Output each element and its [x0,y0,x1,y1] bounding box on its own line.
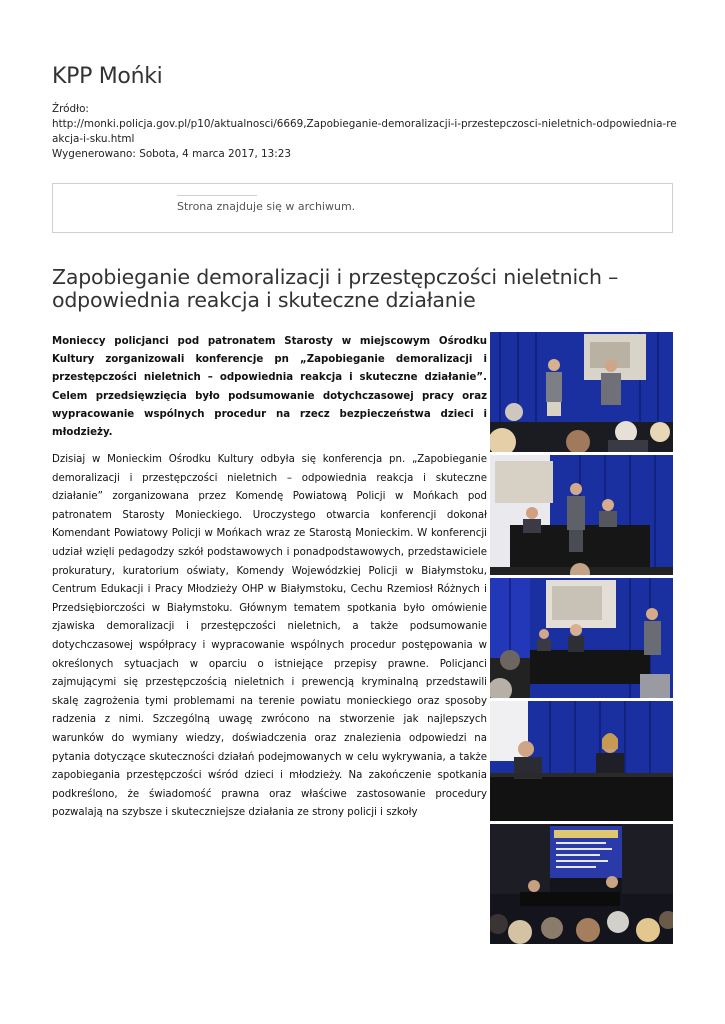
gallery-photo[interactable] [490,701,673,821]
archive-divider [177,195,257,196]
site-title: KPP Mońki [52,64,163,89]
archive-note: Strona znajduje się w archiwum. [177,200,356,213]
conference-photo-lecture [490,578,673,698]
conference-photo-speakers [490,332,673,452]
archive-notice-box [52,183,673,233]
conference-photo-audience [490,824,673,944]
gallery-photo[interactable] [490,455,673,575]
conference-photo-panel [490,455,673,575]
gallery-photo[interactable] [490,578,673,698]
source-url[interactable]: http://monki.policja.gov.pl/p10/aktualnosci/6669,Zapobieganie-demoralizacji-i-przestepczosci-nieletnich-odpowiednia-reakcja-i-sku.html [52,118,677,145]
gallery-photo[interactable] [490,332,673,452]
conference-photo-table [490,701,673,821]
gallery-photo[interactable] [490,824,673,944]
article-title: Zapobieganie demoralizacji i przestępczości nieletnich – odpowiednia reakcja i skuteczne działanie [52,265,619,312]
photo-gallery [490,332,673,947]
generated-timestamp: Wygenerowano: Sobota, 4 marca 2017, 13:23 [52,148,291,160]
document-meta [52,102,677,162]
source-label: Źródło: [52,103,89,115]
article-lead: Monieccy policjanci pod patronatem Starosty w miejscowym Ośrodku Kultury zorganizowali konferencje pn „Zapobieganie demoralizacji i przestępczości nieletnich – odpowiednia reakcja i skuteczne działanie”. Celem przedsięwzięcia było podsumowanie dotychczasowej pracy oraz wypracowanie wspólnych procedur na rzecz bezpieczeństwa dzieci i młodzieży. [52,336,487,439]
article-body: Dzisiaj w Monieckim Ośrodku Kultury odbyła się konferencja pn. „Zapobieganie demoralizacji i przestępczości nieletnich – odpowiednia reakcja i skuteczne działanie” zorganizowana przez Komendę Powiatową Policji w Mońkach pod patronatem Starosty Monieckiego. Uroczystego otwarcia konferencji dokonał Komendant Powiatowy Policji w Mońkach wraz ze Starostą Monieckim. W konferencji udział wzięli pedagodzy szkół podstawowych i ponadpodstawowych, przedstawiciele prokuratury, kuratorium oświaty, Komendy Wojewódzkiej Policji w Białymstoku, Centrum Edukacji i Pracy Młodzieży OHP w Białymstoku, Cechu Rzemiosł Różnych i Przedsiębiorczości w Białymstoku. Głównym tematem spotkania było omówienie zjawiska demoralizacji i przestępczości nieletnich, a także podsumowanie dotychczasowej współpracy i wypracowanie wspólnych procedur postępowania w określonych sytuacjach w oparciu o istniejące przepisy prawne. Policjanci zajmującymi się przestępczością nieletnich i prewencją kryminalną przedstawili skalę zagrożenia tymi problemami na terenie powiatu monieckiego oraz sposoby radzenia z nimi. Szczególną uwagę zwrócono na stworzenie jak najlepszych warunków do wymiany wiedzy, doświadczenia oraz znalezienia odpowiedzi na pytania dotyczące skuteczności działań podejmowanych w celu wykrywania, a także zapobiegania przestępczości wśród dzieci i młodzieży. Na zakończenie spotkania podkreślono, że świadomość prawna oraz właściwe zastosowanie procedury pozwalają na szybsze i skuteczniejsze działania ze strony policji i szkoły [52,454,487,819]
